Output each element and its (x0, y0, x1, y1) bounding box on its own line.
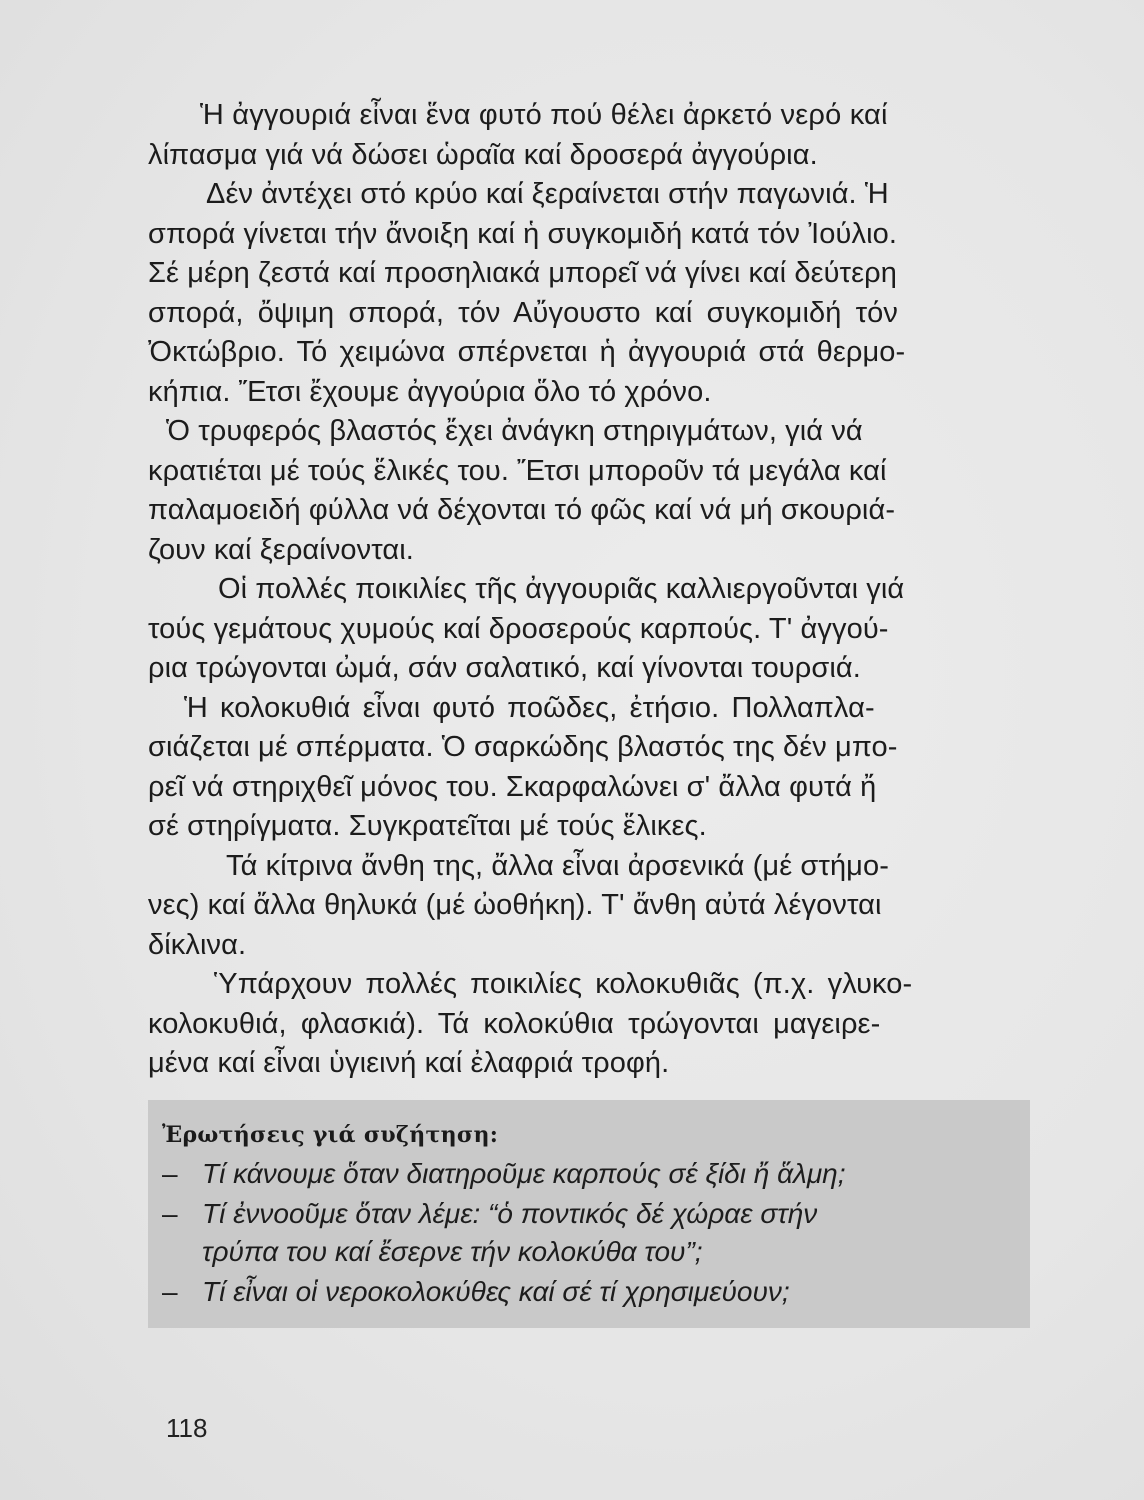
text-line: τούς γεμάτους χυμούς καί δροσερούς καρπούς. Τ' ἀγγού- (148, 612, 889, 645)
text-line: Σέ μέρη ζεστά καί προσηλιακά μπορεῖ νά γίνει καί δεύτερη (148, 257, 897, 289)
text-line: Τά κίτρινα ἄνθη της, ἄλλα εἶναι ἀρσενικά (μέ στήμο- (226, 849, 889, 882)
text-line: κρατιέται μέ τούς ἕλικές του. Ἔτσι μποροῦν τά μεγάλα καί (148, 454, 887, 487)
question-text: Τί εἶναι οἱ νεροκολοκύθες καί σέ τί χρησιμεύουν; (202, 1276, 790, 1307)
questions-heading: Ἐρωτήσεις γιά συζήτηση: (162, 1122, 499, 1148)
page-number: 118 (166, 1413, 208, 1443)
text-line: Ἡ ἀγγουριά εἶναι ἕνα φυτό πού θέλει ἀρκετό νερό καί (200, 99, 888, 131)
question-dash: – (162, 1158, 178, 1189)
text-line: κήπια. Ἔτσι ἔχουμε ἀγγούρια ὅλο τό χρόνο. (148, 375, 712, 408)
question-2 (162, 1198, 817, 1230)
question-2-continuation: τρύπα του καί ἔσερνε τήν κολοκύθα του”; (202, 1236, 703, 1267)
text-line: σπορά γίνεται τήν ἄνοιξη καί ἡ συγκομιδή κατά τόν Ἰούλιο. (148, 217, 898, 250)
text-line: μένα καί εἶναι ὑγιεινή καί ἐλαφριά τροφή. (148, 1047, 670, 1079)
text-line: Οἱ πολλές ποικιλίες τῆς ἀγγουριᾶς καλλιεργοῦνται γιά (218, 573, 905, 605)
text-line: Δέν ἀντέχει στό κρύο καί ξεραίνεται στήν παγωνιά. Ἡ (206, 178, 889, 210)
question-dash: – (162, 1276, 178, 1307)
text-line: Ὀκτώβριο. Τό χειμώνα σπέρνεται ἡ ἀγγουριά στά θερμο- (148, 336, 906, 368)
question-text: Τί ἐννοοῦμε ὅταν λέμε: “ὁ ποντικός δέ χώραε στήν (202, 1198, 818, 1229)
question-text: Τί κάνουμε ὅταν διατηροῦμε καρπούς σέ ξίδι ἤ ἅλμη; (202, 1158, 846, 1189)
body-text (148, 96, 1030, 1084)
text-line: Ὁ τρυφερός βλαστός ἔχει ἀνάγκη στηριγμάτων, γιά νά (166, 415, 863, 447)
question-3 (162, 1276, 790, 1308)
text-line: δίκλινα. (148, 928, 247, 961)
question-1 (162, 1158, 845, 1190)
text-line: παλαμοειδή φύλλα νά δέχονται τό φῶς καί νά μή σκουριά- (148, 494, 896, 526)
text-line: Ἡ κολοκυθιά εἶναι φυτό ποῶδες, ἐτήσιο. Πολλαπλα- (184, 691, 875, 724)
text-line: ρια τρώγονται ὠμά, σάν σαλατικό, καί γίνονται τουρσιά. (148, 652, 861, 684)
text-line: σέ στηρίγματα. Συγκρατεῖται μέ τούς ἕλικες. (148, 810, 707, 842)
discussion-questions-box (148, 1100, 1030, 1328)
text-line: Ὑπάρχουν πολλές ποικιλίες κολοκυθιᾶς (π.χ. γλυκο- (214, 968, 913, 1000)
text-line: νες) καί ἄλλα θηλυκά (μέ ὠοθήκη). Τ' ἄνθη αὐτά λέγονται (148, 889, 882, 921)
question-dash: – (162, 1198, 178, 1229)
text-line: ζουν καί ξεραίνονται. (148, 533, 414, 566)
text-line: σπορά, ὄψιμη σπορά, τόν Αὔγουστο καί συγκομιδή τόν (148, 296, 899, 329)
text-line: λίπασμα γιά νά δώσει ὡραῖα καί δροσερά ἀγγούρια. (148, 138, 818, 171)
text-line: σιάζεται μέ σπέρματα. Ὁ σαρκώδης βλαστός της δέν μπο- (148, 731, 898, 763)
text-line: κολοκυθιά, φλασκιά). Τά κολοκύθια τρώγονται μαγειρε- (148, 1007, 881, 1040)
text-line: ρεῖ νά στηριχθεῖ μόνος του. Σκαρφαλώνει σ' ἄλλα φυτά ἤ (148, 770, 877, 803)
